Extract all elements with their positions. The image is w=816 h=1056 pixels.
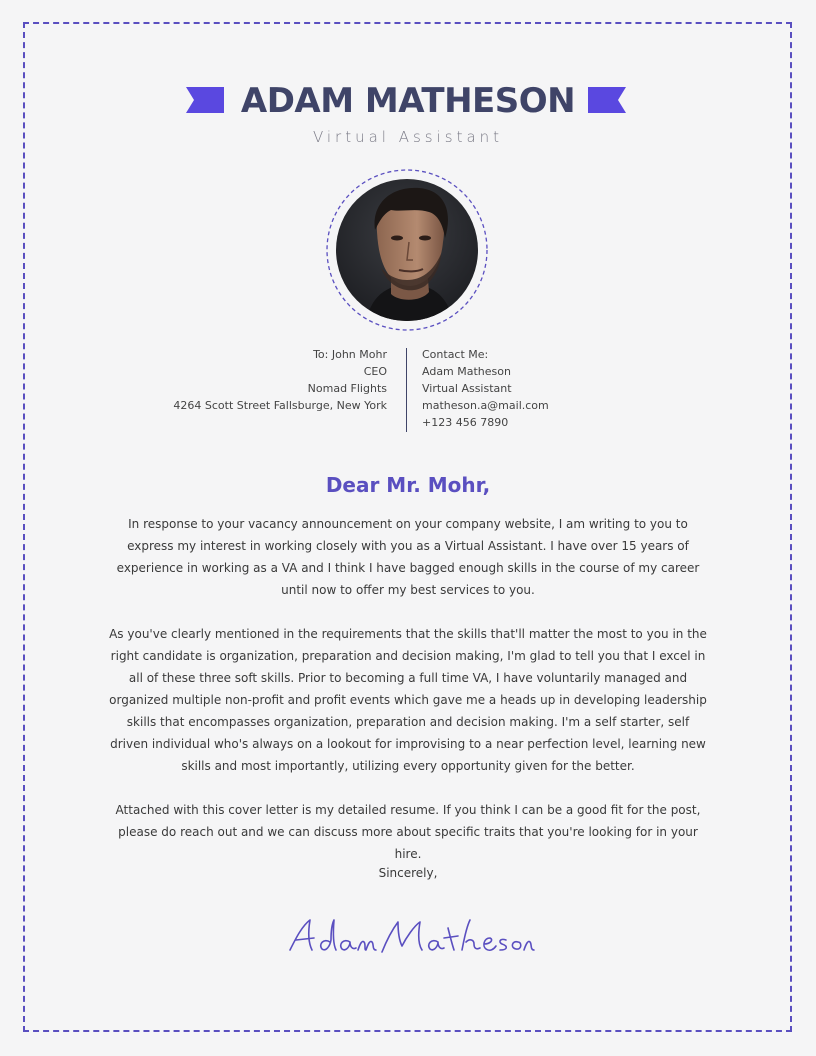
letter-paragraph: As you've clearly mentioned in the requirements that the skills that'll matter the most to you in the right candidate is organization, preparation and decision making, I'm glad to tell you that I excel in all of these three soft skills. Prior to becoming a full time VA, I have voluntarily managed and organized multiple non-profit and profit events which gave me a heads up in developing leadership skills that encompasses organization, preparation and decision making. I'm a self starter, self driven individual who's always on a lookout for improvising to a near perfection level, learning new skills and most importantly, utilizing every opportunity given for the better. (109, 627, 707, 773)
page-title: ADAM MATHESON (240, 81, 576, 121)
letter-body (108, 513, 708, 887)
letter-closing: Sincerely, (378, 866, 438, 880)
contact-phone[interactable]: +123 456 7890 (422, 416, 509, 429)
info-divider (406, 348, 407, 432)
profile-photo (325, 168, 489, 332)
recipient-title: CEO (363, 365, 387, 378)
contact-block (422, 346, 682, 431)
ribbon-right-icon (588, 87, 626, 113)
letter-greeting: Dear Mr. Mohr, (325, 473, 491, 497)
contact-name: Adam Matheson (422, 365, 511, 378)
job-title: Virtual Assistant (312, 128, 504, 146)
letter-paragraph: In response to your vacancy announcement on your company website, I am writing to you to express my interest in working closely with you as a Virtual Assistant. I have over 15 years of experience in working as a VA and I think I have bagged enough skills in the course of my career until now to offer my best services to you. (116, 517, 700, 597)
recipient-name: To: John Mohr (313, 348, 387, 361)
contact-heading: Contact Me: (422, 348, 489, 361)
recipient-block (120, 346, 387, 414)
recipient-address: 4264 Scott Street Fallsburge, New York (173, 399, 387, 412)
handwritten-signature (0, 912, 816, 962)
letter-paragraph: Attached with this cover letter is my detailed resume. If you think I can be a good fit for the post, please do reach out and we can discuss more about specific traits that you're looking for in your hire. (115, 803, 701, 861)
header (0, 78, 816, 128)
contact-role: Virtual Assistant (422, 382, 512, 395)
contact-email[interactable]: matheson.a@mail.com (422, 399, 549, 412)
recipient-company: Nomad Flights (307, 382, 387, 395)
